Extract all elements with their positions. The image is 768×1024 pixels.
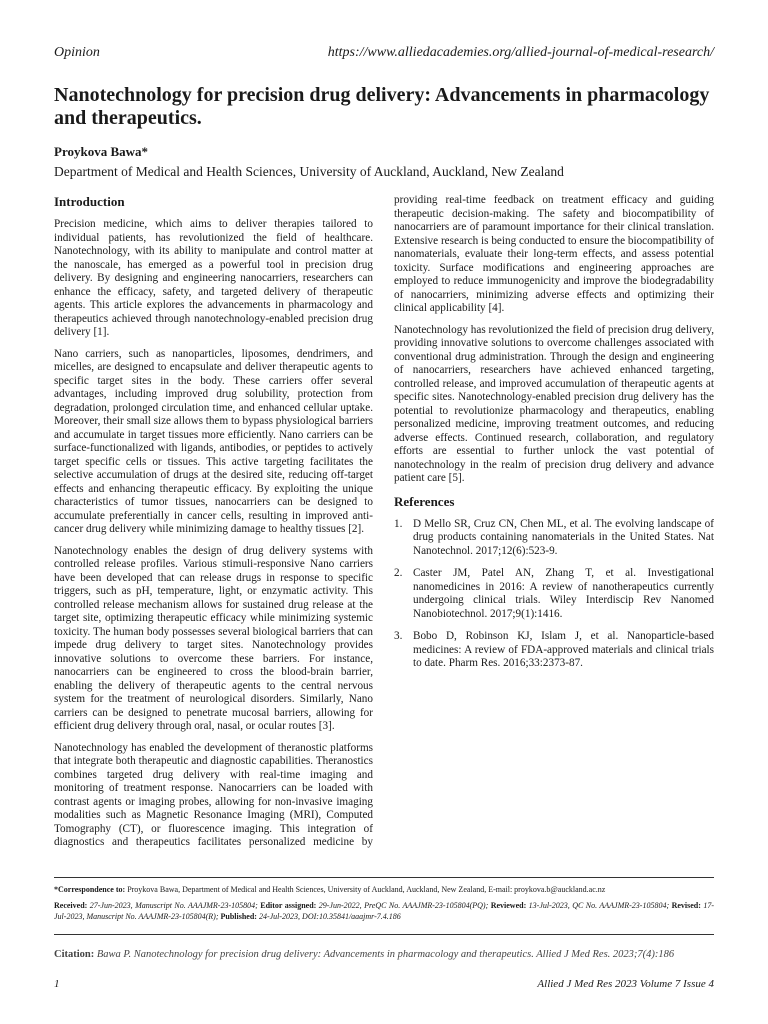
correspondence-label: *Correspondence to: xyxy=(54,885,126,894)
paragraph-4-continued: providing real-time feedback on treatment efficacy and guiding therapeutic decision-making. The safety and biocompatibility of nanocarriers are of paramount importance for their clinical translation. Extensive research is being conducted to ensure the biocompatibility of nanomaterials, evaluate their long-term effects, and assess potential toxicity. Surface modifications and engineering approaches are employed to reduce immunogenicity and improve the biodegradability of nanocarriers, minimizing adverse effects and optimizing their clinical applicability [4]. xyxy=(394,194,714,314)
article-title: Nanotechnology for precision drug delivery: Advancements in pharmacology and therapeutics. xyxy=(54,84,710,129)
published-label: Published: xyxy=(220,912,257,921)
reference-text: Bobo D, Robinson KJ, Islam J, et al. Nanoparticle-based medicines: A review of FDA-approved materials and clinical trials to date. Pharm Res. 2016;33:2373-87. xyxy=(413,630,714,669)
correspondence-text: Proykova Bawa, Department of Medical and Health Sciences, University of Auckland, Auckland, New Zealand, E-mail: proykova.b@auckland.ac.nz xyxy=(127,885,606,894)
paragraph-4: Nanotechnology has enabled the development of theranostic platforms that integrate both therapeutic and diagnostic capabilities. Theranostics combines targeted drug delivery with real-time imaging and monitoring of treatment response. Nanocarriers can be loaded with contrast agents or imaging probes, allowing for non-invasive imaging modalities such as Magnetic Resonance Imaging (MRI), Computed Tomography (CT), or fluorescence imaging. This integration of diagnostics and therapeutics facilitates personalized medicine by xyxy=(54,741,373,848)
right-column xyxy=(394,194,714,680)
reference-number: 2. xyxy=(394,567,403,579)
revised-value: 17-Jul-2023, Manuscript No. AAAJMR-23-105804(R); xyxy=(54,901,715,921)
paragraph-1: Precision medicine, which aims to deliver therapies tailored to individual patients, has revolutionized the field of healthcare. Nanotechnology, with its ability to manipulate and control matter at the nanoscale, has emerged as a powerful tool in precision drug delivery. By designing and engineering nanocarriers, researchers can enhance the efficacy, safety, and targeted delivery of therapeutic agents. This article explores the advancements in pharmacology and therapeutics achieved through nanotechnology-enabled precision drug delivery [1]. xyxy=(54,218,373,338)
paragraph-5: Nanotechnology has revolutionized the field of precision drug delivery, providing innovative solutions to overcome challenges associated with conventional drug administration. Through the design and engineering of nanocarriers, researchers have achieved enhanced targeting, controlled release, and improved accumulation of therapeutic agents at specific sites. Nanotechnology-enabled precision drug delivery has the potential to revolutionize pharmacology and therapeutics, enabling personalized medicine, improving treatment outcomes, and reducing adverse effects. Continued research, collaboration, and regulatory efforts are essential to further unlock the vast potential of nanotechnology in the realm of precision drug delivery and advance patient care [5]. xyxy=(394,323,714,484)
editor-assigned-value: 29-Jun-2022, PreQC No. AAAJMR-23-105804(PQ); xyxy=(318,901,489,910)
reviewed-value: 13-Jul-2023, QC No. AAAJMR-23-105804; xyxy=(528,901,670,910)
revised-label: Revised: xyxy=(671,901,701,910)
citation-text: Bawa P. Nanotechnology for precision drug delivery: Advancements in pharmacology and therapeutics. Allied J Med Res. 2023;7(4):186 xyxy=(96,949,675,960)
received-label: Received: xyxy=(54,901,88,910)
journal-url[interactable]: https://www.alliedacademies.org/allied-journal-of-medical-research/ xyxy=(327,45,714,60)
reference-list xyxy=(394,518,714,671)
manuscript-dates xyxy=(54,900,714,922)
author-name: Proykova Bawa* xyxy=(54,144,149,159)
reference-text: D Mello SR, Cruz CN, Chen ML, et al. The evolving landscape of drug products containing nanomaterials in the United States. Nat Nanotechnol. 2017;12(6):523-9. xyxy=(413,517,714,557)
running-header xyxy=(54,45,714,65)
page-number: 1 xyxy=(54,978,60,990)
correspondence-note xyxy=(54,884,714,895)
citation xyxy=(54,948,714,961)
introduction-heading: Introduction xyxy=(54,194,125,209)
received-value: 27-Jun-2023, Manuscript No. AAAJMR-23-105804; xyxy=(89,901,258,910)
published-value: 24-Jul-2023, DOI:10.35841/aaajmr-7.4.186 xyxy=(258,912,401,921)
reference-number: 3. xyxy=(394,630,403,642)
reference-text: Caster JM, Patel AN, Zhang T, et al. Investigational nanomedicines in 2016: A review of nanotherapeutics currently undergoing clinical trials. Wiley Interdiscip Rev Nanomed Nanobiotechnol. 2017;9(1):1416. xyxy=(413,567,714,620)
section-label: Opinion xyxy=(54,45,100,60)
footnote-divider xyxy=(54,877,714,878)
paragraph-2: Nano carriers, such as nanoparticles, liposomes, dendrimers, and micelles, are designed to encapsulate and deliver therapeutic agents to specific target sites in the body. These carriers offer several advantages, including improved drug solubility, protection from degradation, prolonged circulation time, and enhanced cellular uptake. Moreover, their small size allows them to bypass physiological barriers and accumulate in target tissues more efficiently. Nano carriers can be surface-functionalized with ligands, antibodies, or peptides to actively target specific cells or tissues. This active targeting facilitates the selective accumulation of drugs at the desired site, reducing off-target effects and enhancing therapeutic efficacy. By exploiting the unique characteristics of tumor tissues, nanocarriers can be designed to accumulate preferentially in cancer cells, resulting in improved anti-cancer drug delivery while minimizing damage to healthy tissues [2]. xyxy=(54,347,373,535)
reference-item xyxy=(394,567,714,621)
paragraph-3: Nanotechnology enables the design of drug delivery systems with controlled release profiles. Various stimuli-responsive Nano carriers have been developed that can release drugs in response to specific triggers, such as pH, temperature, light, or enzymatic activity. This controlled release mechanism allows for sustained drug release at the target site, optimizing therapeutic efficacy while minimizing systemic toxicity. The human body possesses several biological barriers that can impede drug delivery to target sites. Nanotechnology provides innovative solutions to overcome these barriers. For instance, nanocarriers can be engineered to cross the blood-brain barrier, enabling the delivery of therapeutic agents to the central nervous system for the treatment of neurological disorders. Similarly, Nano carriers can be designed to penetrate mucosal barriers, allowing for efficient drug delivery through oral, nasal, or ocular routes [3]. xyxy=(54,544,373,732)
citation-label: Citation: xyxy=(54,949,95,960)
editor-assigned-label: Editor assigned: xyxy=(260,901,317,910)
reference-item xyxy=(394,630,714,671)
reference-item xyxy=(394,518,714,559)
author-affiliation: Department of Medical and Health Sciences, University of Auckland, Auckland, New Zealand xyxy=(54,164,564,179)
reviewed-label: Reviewed: xyxy=(490,901,527,910)
left-column xyxy=(54,194,373,858)
reference-number: 1. xyxy=(394,517,403,530)
references-heading: References xyxy=(394,493,455,509)
journal-issue-info: Allied J Med Res 2023 Volume 7 Issue 4 xyxy=(537,978,714,990)
citation-divider xyxy=(54,934,714,935)
